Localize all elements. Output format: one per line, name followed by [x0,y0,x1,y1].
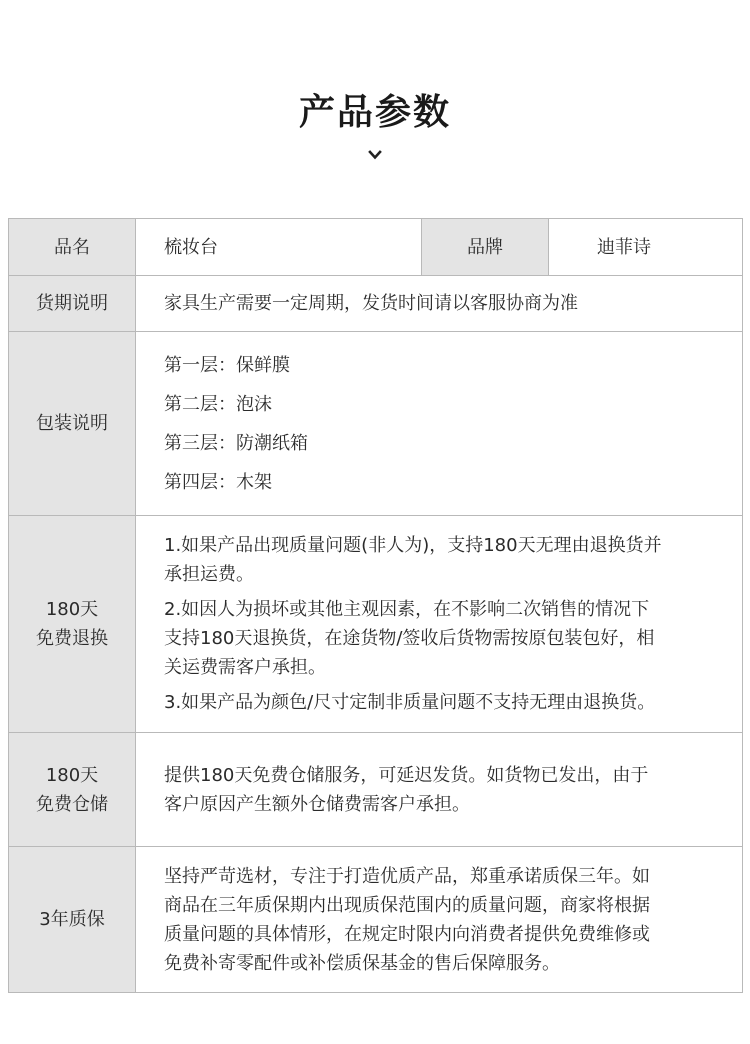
return-policy-3 [164,688,728,717]
chevron-down-icon [368,149,382,161]
text-line: 2.如因人为损坏或其他主观因素，在不影响二次销售的情况下 [164,599,650,620]
label-warranty: 3年质保 [9,847,136,993]
label-delivery: 货期说明 [9,276,136,332]
packing-item: 第四层：木架 [164,471,272,493]
value-warranty [136,847,743,993]
label-return-line1: 180天 [45,599,99,620]
packing-list [136,332,743,516]
text-line: 承担运费。 [164,564,254,585]
packing-item: 第二层：泡沫 [164,393,272,415]
value-storage [136,733,743,847]
label-return-line2: 免费退换 [36,628,108,649]
packing-item: 第一层：保鲜膜 [164,354,290,376]
text-line: 1.如果产品出现质量问题(非人为)，支持180天无理由退换货并 [164,535,662,556]
text-line: 质量问题的具体情形，在规定时限内向消费者提供免费维修或 [164,923,650,945]
value-brand: 迪菲诗 [549,219,743,276]
product-params-table [8,218,743,993]
row-storage [9,733,743,847]
text-line: 关运费需客户承担。 [164,657,326,678]
value-delivery: 家具生产需要一定周期，发货时间请以客服协商为准 [136,276,743,332]
row-return [9,516,743,733]
text-line: 免费补寄零配件或补偿质保基金的售后保障服务。 [164,952,560,974]
packing-item: 第三层：防潮纸箱 [164,432,308,454]
return-policy-2 [164,595,728,682]
return-policy-1 [164,531,728,589]
label-storage [9,733,136,847]
label-packing: 包装说明 [9,332,136,516]
row-warranty [9,847,743,993]
label-storage-line2: 免费仓储 [36,793,108,815]
text-line: 商品在三年质保期内出现质保范围内的质量问题，商家将根据 [164,894,650,916]
page-title: 产品参数 [298,92,451,133]
row-name-brand [9,219,743,276]
label-name: 品名 [9,219,136,276]
text-line: 坚持严苛选材，专注于打造优质产品，郑重承诺质保三年。如 [164,865,650,887]
text-line: 客户原因产生额外仓储费需客户承担。 [164,793,470,815]
row-packing [9,332,743,516]
value-return [136,516,743,733]
value-name: 梳妆台 [136,219,422,276]
text-line: 支持180天退换货，在途货物/签收后货物需按原包装包好，相 [164,628,655,649]
row-delivery [9,276,743,332]
label-return [9,516,136,733]
text-line: 3.如果产品为颜色/尺寸定制非质量问题不支持无理由退换货。 [164,692,656,713]
text-line: 提供180天免费仓储服务，可延迟发货。如货物已发出，由于 [164,764,649,786]
label-brand: 品牌 [422,219,549,276]
label-storage-line1: 180天 [45,764,99,786]
